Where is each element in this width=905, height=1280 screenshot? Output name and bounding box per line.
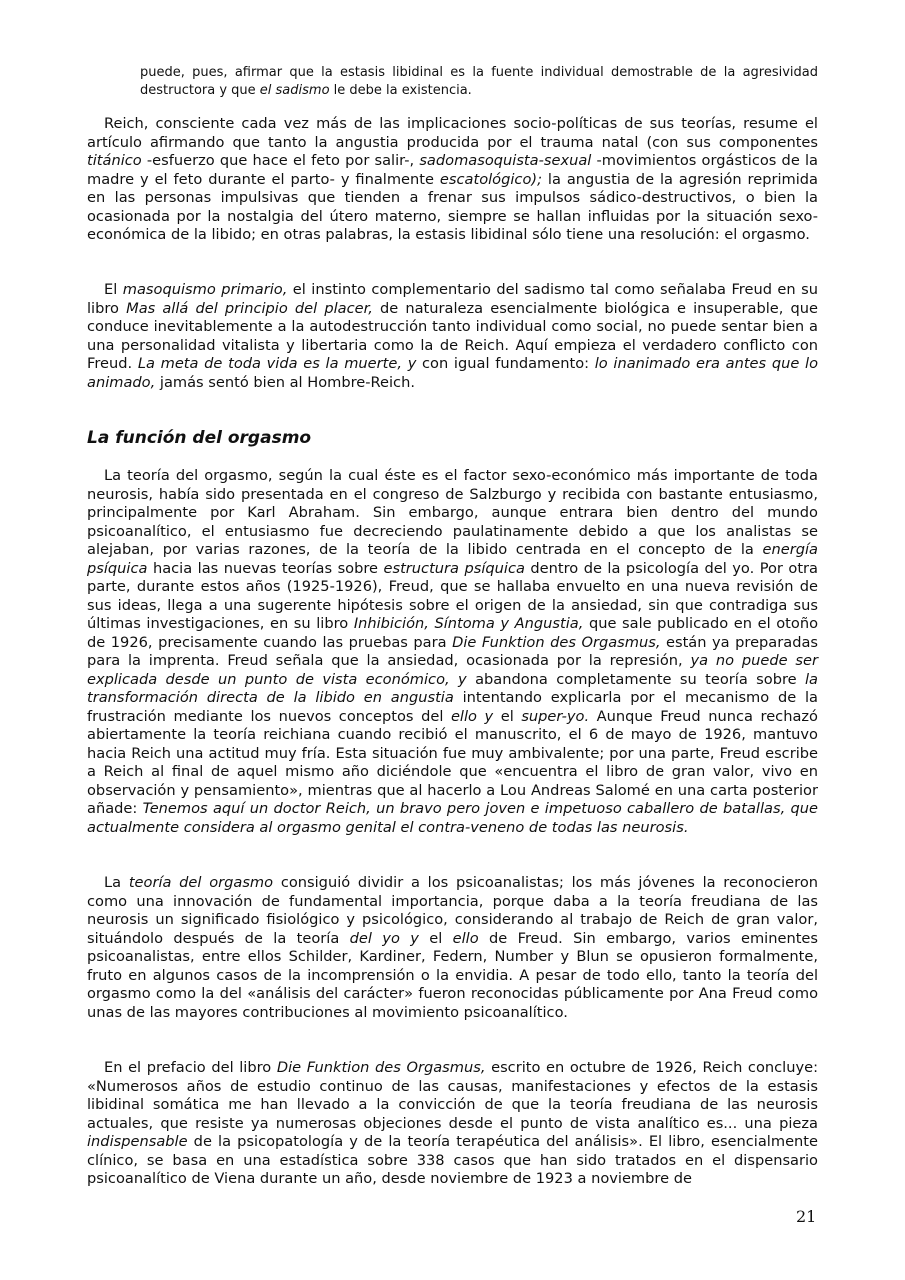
text-run: el instinto complementario del sadismo tal como señalaba Freud en su libro [87, 281, 818, 317]
text-run: abandona completamente su teoría sobre [466, 670, 805, 688]
italic-text: titánico [87, 152, 142, 169]
italic-text: super-yo. [521, 707, 590, 725]
text-run: En el prefacio del libro [104, 1059, 277, 1076]
italic-text: lo inanimado era antes que lo animado, [87, 355, 819, 391]
paragraph-prefacio [87, 1059, 818, 1189]
italic-text: Inhibición, Síntoma y Angustia, [353, 615, 584, 632]
text-run: puede, pues, afirmar que la estasis libidinal es la fuente individual demostrable de la agresividad destructora y que [140, 65, 818, 98]
italic-text: Tenemos aquí un doctor Reich, un bravo pero joven e impetuoso caballero de batallas, que actualmente considera al orgasmo genital el contra-veneno de todas las neurosis. [87, 800, 818, 836]
italic-text: indispensable [87, 1133, 188, 1150]
block-quote [140, 64, 818, 100]
paragraph-teoria-del-orgasmo [87, 467, 818, 837]
text-run: hacia las nuevas teorías sobre [147, 559, 384, 577]
text-run: Reich, consciente cada vez más de las implicaciones socio-políticas de sus teorías, resume el artículo afirmando que tanto la angustia producida por el trauma natal (con sus componentes [87, 115, 818, 151]
text-run: jamás sentó bien al Hombre-Reich. [155, 373, 415, 391]
italic-text: del yo y [349, 929, 419, 947]
text-run: escrito en octubre de 1926, Reich concluye: «Numerosos años de estudio continuo de las causas, manifestaciones y efectos de la estasis libidinal somática me han llevado a la convicción de que la teoría freudiana de las neurosis actuales, que resiste ya numerosas objeciones desde el punto de vista analítico es... una pieza [87, 1059, 818, 1132]
italic-text: sadomasoquista-sexual [419, 152, 592, 169]
text-run: le debe la existencia. [329, 83, 472, 98]
text-run: La [104, 874, 129, 891]
italic-text: Die Funktion des Orgasmus, [452, 633, 661, 651]
italic-text: masoquismo primario, [122, 281, 288, 298]
text-run: dentro de la psicología del yo. Por otra parte, durante estos años (1925-1926), Freud, que se hallaba envuelto en una nueva revisión de sus ideas, llega a una sugerente hipótesis sobre el origen de la ansiedad, sin que contradiga sus últimas investigaciones, en su libro [87, 559, 818, 632]
text-run: están ya preparadas para la imprenta. Freud señala que la ansiedad, ocasionada por la represión, [87, 633, 819, 669]
text-run: La teoría del orgasmo, según la cual éste es el factor sexo-económico más importante de toda neurosis, había sido presentada en el congreso de Salzburgo y recibida con bastante entusiasmo, principalmente por Karl Abraham. Sin embargo, aunque entrara bien dentro del mundo psicoanalítico, el entusiasmo fue decreciendo paulatinamente debido a que los analistas se alejaban, por varias razones, de la teoría de la libido centrada en el concepto de la [87, 467, 818, 558]
text-run: el [418, 929, 453, 947]
text-run: El [104, 281, 123, 298]
paragraph-division-psicoanalistas [87, 874, 818, 1022]
paragraph-reich-consciente [87, 115, 818, 245]
italic-text: el sadismo [259, 83, 330, 98]
italic-text: la transformación directa de la libido en angustia [87, 670, 818, 706]
italic-text: Mas allá del principio del placer, [126, 299, 373, 317]
text-run: que sale publicado en el otoño de 1926, precisamente cuando las pruebas para [87, 615, 818, 651]
italic-text: teoría del orgasmo [128, 874, 274, 891]
text-run: con igual fundamento: [416, 355, 595, 372]
italic-text: energía psíquica [87, 541, 818, 577]
page-number: 21 [796, 1207, 817, 1226]
italic-text: Die Funktion des Orgasmus, [276, 1059, 486, 1076]
italic-text: La meta de toda vida es la muerte, y [137, 355, 417, 372]
text-run: de Freud. Sin embargo, varios eminentes psicoanalistas, entre ellos Schilder, Kardiner, Federn, Number y Blun se opusieron formalmente, fruto en algunos casos de la incomprensión o la envidia. A pesar de todo ello, tanto la teoría del orgasmo como la del «análisis del carácter» fueron reconocidas públicamente por Ana Freud como unas de las mayores contribuciones al movimiento psicoanalítico. [87, 929, 818, 1021]
paragraph-masoquismo-primario [87, 281, 818, 392]
section-heading: La función del orgasmo [87, 428, 312, 448]
italic-text: ello [452, 929, 479, 947]
text-run: de naturaleza esencialmente biológica e insuperable, que conduce inevitablemente a la autodestrucción tanto individual como social, no puede sentar bien a una personalidad vitalista y libertaria como la de Reich. Aquí empieza el verdadero conflicto con Freud. [87, 299, 818, 372]
italic-text: escatológico); [439, 170, 542, 188]
text-run: la angustia de la agresión reprimida en las personas impulsivas que tienden a frenar sus impulsos sádico-destructivos, o bien la ocasionada por la nostalgia del útero materno, siempre se hallan influidas por la situación sexo-económica de la libido; en otras palabras, la estasis libidinal sólo tiene una resolución: el orgasmo. [87, 170, 818, 243]
text-run: el [493, 707, 522, 725]
text-run: -movimientos orgásticos de la madre y el feto durante el parto- y finalmente [87, 152, 818, 188]
italic-text: ello y [450, 707, 494, 725]
text-run: Aunque Freud nunca rechazó abiertamente la teoría reichiana cuando recibió el manuscrito, el 6 de mayo de 1926, mantuvo hacia Reich una actitud muy fría. Esta situación fue muy ambivalente; por una parte, Freud escribe a Reich al final de aquel mismo año diciéndole que «encuentra el libro de gran valor, vivo en observación y pensamiento», mientras que al hacerlo a Lou Andreas Salomé en una carta posterior añade: [87, 707, 818, 817]
italic-text: ya no puede ser explicada desde un punto de vista económico, y [87, 652, 818, 688]
text-run: de la psicopatología y de la teoría terapéutica del análisis». El libro, esencialmente clínico, se basa en una estadística sobre 338 casos que han sido tratados en el dispensario psicoanalítico de Viena durante un año, desde noviembre de 1923 a noviembre de [87, 1133, 818, 1187]
text-run: -esfuerzo que hace el feto por salir-, [141, 152, 420, 169]
text-run: intentando explicarla por el mecanismo de la frustración mediante los nuevos conceptos del [87, 689, 818, 725]
italic-text: estructura psíquica [383, 559, 525, 577]
text-run: consiguió dividir a los psicoanalistas; los más jóvenes la reconocieron como una innovación de fundamental importancia, porque daba a la teoría freudiana de las neurosis un significado fisiológico y psicológico, considerando al trabajo de Reich de gran valor, situándolo después de la teoría [87, 874, 818, 947]
